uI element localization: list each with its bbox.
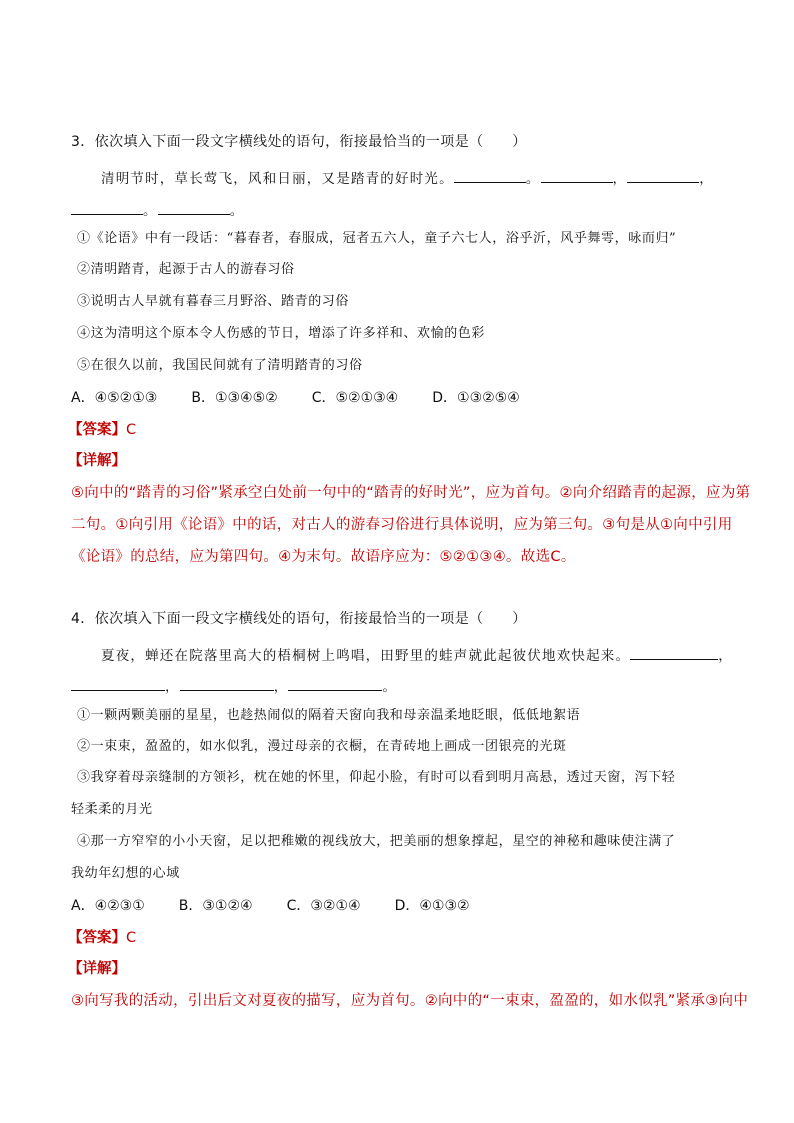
answer-value: C bbox=[126, 930, 137, 946]
sentence-option: ②一束束，盈盈的，如水似乳，漫过母亲的衣橱，在青砖地上画成一团银亮的光斑 bbox=[77, 739, 567, 754]
answer-value: C bbox=[126, 422, 137, 438]
passage-text: 清明节时，草长莺飞，风和日丽，又是踏青的好时光。 bbox=[101, 171, 454, 187]
blank bbox=[541, 168, 613, 183]
question-4-passage-cont: ， ， 。 bbox=[71, 676, 731, 697]
blank bbox=[71, 200, 143, 215]
choice-c: C．⑤②①③④ bbox=[311, 390, 399, 406]
explanation-line: 二句。①向引用《论语》中的话，对古人的游春习俗进行具体说明，应为第三句。③句是从①向中引用 bbox=[71, 517, 733, 533]
blank bbox=[158, 200, 230, 215]
sentence-option: ①一颗两颗美丽的星星，也趁热闹似的隔着天窗向我和母亲温柔地眨眼，低低地絮语 bbox=[77, 708, 581, 723]
sentence-option: ③我穿着母亲缝制的方领衫，枕在她的怀里，仰起小脸，有时可以看到明月高悬，透过天窗，泻下轻 bbox=[77, 770, 676, 785]
sentence-option-cont: 我幼年幻想的心域 bbox=[71, 866, 180, 881]
sentence-option: ②清明踏青，起源于古人的游春习俗 bbox=[77, 262, 295, 277]
blank bbox=[627, 168, 699, 183]
question-4-passage: 夏夜，蝉还在院落里高大的梧桐树上鸣唱，田野里的蛙声就此起彼伏地欢快起来。 ， bbox=[101, 645, 761, 666]
question-3-answer bbox=[68, 420, 728, 440]
explanation-line: ③向写我的活动，引出后文对夏夜的描写，应为首句。②向中的“一束束，盈盈的，如水似乳”紧承③向中 bbox=[71, 993, 749, 1009]
choice-d: D．④①③② bbox=[394, 898, 470, 914]
sentence-option: ③说明古人早就有暮春三月野浴、踏青的习俗 bbox=[77, 294, 350, 309]
passage-text: 夏夜，蝉还在院落里高大的梧桐树上鸣唱，田野里的蛙声就此起彼伏地欢快起来。 bbox=[101, 648, 631, 664]
sentence-option: ④这为清明这个原本令人伤感的节日，增添了许多祥和、欢愉的色彩 bbox=[77, 326, 486, 341]
question-4-answer bbox=[68, 928, 728, 948]
blank bbox=[288, 676, 382, 691]
question-4-choices bbox=[71, 896, 731, 916]
question-3-detail-heading bbox=[68, 451, 728, 471]
explanation-line: ⑤向中的“踏青的习俗”紧承空白处前一句中的“踏青的好时光”，应为首句。②向介绍踏青的起源，应为第 bbox=[71, 485, 751, 501]
blank bbox=[630, 645, 718, 660]
question-3-passage-cont: 。 。 bbox=[71, 200, 731, 221]
blank bbox=[454, 168, 526, 183]
sentence-option: ①《论语》中有一段话：“暮春者，春服成，冠者五六人，童子六七人，浴乎沂，风乎舞雩，咏而归” bbox=[77, 231, 677, 246]
explanation-line: 《论语》的总结，应为第四句。④为末句。故语序应为：⑤②①③④。故选C。 bbox=[71, 549, 576, 565]
sentence-option: ④那一方窄窄的小小天窗，足以把稚嫩的视线放大，把美丽的想象撑起，星空的神秘和趣味使注满了 bbox=[77, 834, 676, 849]
sentence-option-cont: 轻柔柔的月光 bbox=[71, 802, 153, 817]
blank bbox=[180, 676, 274, 691]
question-4-detail-heading bbox=[68, 959, 728, 979]
question-4-title: 4．依次填入下面一段文字横线处的语句，衔接最恰当的一项是（ ） bbox=[71, 611, 527, 627]
question-3-passage: 清明节时，草长莺飞，风和日丽，又是踏青的好时光。 。 ， ， bbox=[101, 168, 761, 189]
detail-label: 【详解】 bbox=[68, 961, 126, 977]
sentence-option: ⑤在很久以前，我国民间就有了清明踏青的习俗 bbox=[77, 358, 363, 373]
detail-label: 【详解】 bbox=[68, 453, 126, 469]
question-3-title: 3．依次填入下面一段文字横线处的语句，衔接最恰当的一项是（ ） bbox=[71, 134, 527, 150]
answer-label: 【答案】 bbox=[68, 930, 126, 946]
choice-d: D．①③②⑤④ bbox=[432, 390, 520, 406]
choice-a: A．④⑤②①③ bbox=[71, 390, 158, 406]
choice-c: C．③②①④ bbox=[286, 898, 361, 914]
choice-b: B．③①②④ bbox=[178, 898, 253, 914]
question-3-choices bbox=[71, 388, 731, 408]
choice-a: A．④②③① bbox=[71, 898, 145, 914]
answer-label: 【答案】 bbox=[68, 422, 126, 438]
blank bbox=[71, 676, 165, 691]
choice-b: B．①③④⑤② bbox=[191, 390, 278, 406]
